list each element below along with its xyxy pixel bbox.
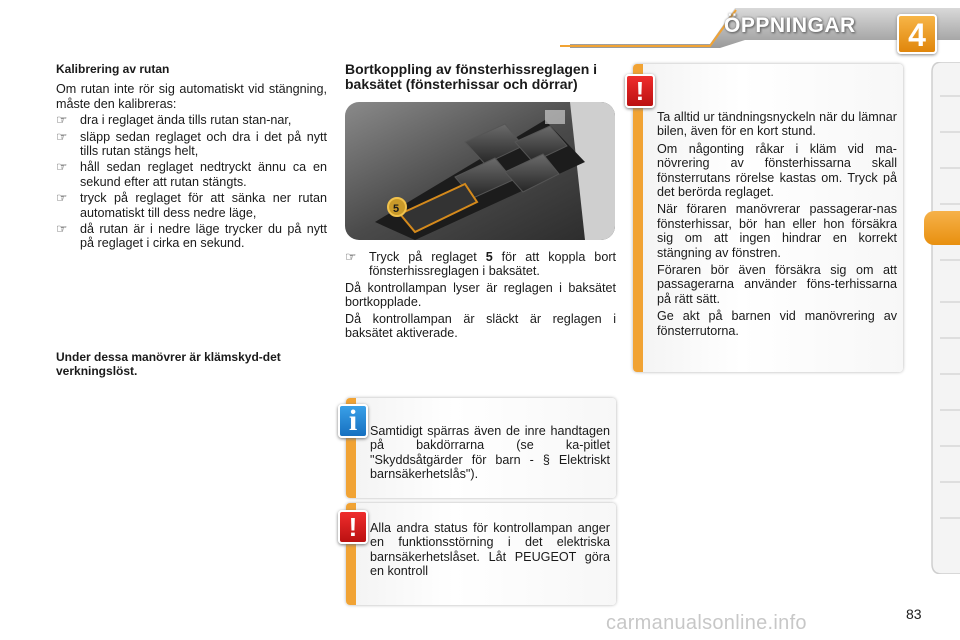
safety-warning-paragraph: Ge akt på barnen vid manövrering av fönsterrutorna. — [657, 309, 897, 338]
anti-pinch-warning-note: Under dessa manövrer är klämskyd-det verkningslöst. — [56, 350, 281, 378]
warning-exclamation-icon: ! — [625, 74, 655, 108]
box-accent-strip — [633, 64, 643, 372]
hand-pointer-icon: ☞ — [56, 222, 68, 237]
instruction-text-before: Tryck på reglaget — [369, 250, 477, 264]
page-number: 83 — [906, 606, 922, 622]
chapter-title: ÖPPNINGAR — [724, 14, 856, 37]
hand-pointer-icon: ☞ — [345, 250, 357, 264]
rear-control-disable-section — [345, 62, 616, 342]
malfunction-warning-text: Alla andra status för kontrollampan anger en funktionsstörning i det elektriska barnsäkerhetslåset. Låt PEUGEOT göra en kontroll — [370, 521, 610, 579]
calibration-step — [56, 130, 327, 159]
calibration-step-text: dra i reglaget ända tills rutan stan-nar, — [80, 113, 292, 128]
instruction-text-after: för att koppla bort fönsterhissreglagen i baksätet. — [369, 250, 617, 279]
safety-warning-paragraph: Om någonting råkar i kläm vid ma-növrering av fönsterhissarna skall fönsterrutans rörelse kastas om. Tryck på det berörda reglaget. — [657, 141, 897, 200]
rear-control-heading: Bortkoppling av fönsterhissreglagen i baksätet (fönsterhissar och dörrar) — [345, 61, 598, 92]
calibration-intro: Om rutan inte rör sig automatiskt vid stängning, måste den kalibreras: — [56, 82, 327, 111]
instruction-control-number: 5 — [485, 250, 493, 264]
chapter-tabs — [926, 62, 960, 574]
hand-pointer-icon: ☞ — [56, 129, 68, 144]
info-text: Samtidigt spärras även de inre handtagen på bakdörrarna (se ka-pitlet "Skyddsåtgärder för barn - § Elektriskt barnsäkerhetslås"). — [370, 424, 610, 482]
safety-warning-paragraph: Föraren bör även försäkra sig om att passagerarna använder föns-terhissarna på rätt sätt. — [657, 263, 897, 306]
watermark: carmanualsonline.info — [606, 612, 807, 634]
window-switch-panel-photo — [345, 102, 615, 240]
info-box — [346, 398, 616, 498]
calibration-step — [56, 113, 327, 127]
safety-warning-box — [633, 64, 903, 372]
calibration-step — [56, 222, 327, 251]
calibration-step — [56, 191, 327, 220]
hand-pointer-icon: ☞ — [56, 160, 68, 175]
rear-control-instruction — [345, 250, 616, 279]
chapter-number-badge: 4 — [897, 14, 937, 54]
calibration-step-text: då rutan är i nedre läge trycker du på nytt på reglaget i cirka en sekund. — [80, 222, 327, 251]
safety-warning-paragraph: När föraren manövrerar passagerar-nas fönsterhissar, bör han eller hon försäkra sig om att ingen hindrar en korrekt stängning av fönstren. — [657, 202, 897, 260]
warning-exclamation-icon: ! — [338, 510, 368, 544]
indicator-on-text: Då kontrollampan lyser är reglagen i baksätet bortkopplade. — [345, 280, 616, 310]
calibration-step-text: släpp sedan reglaget och dra i det på nytt tills rutan stängs helt, — [80, 129, 327, 159]
control-number-label: 5 — [393, 203, 400, 215]
calibration-step-text: tryck på reglaget för att sänka ner rutan automatiskt till dess nedre läge, — [80, 191, 327, 220]
active-chapter-tab[interactable] — [924, 211, 960, 245]
hand-pointer-icon: ☞ — [56, 113, 68, 128]
calibration-step — [56, 160, 327, 189]
calibration-section — [56, 62, 327, 253]
indicator-off-text: Då kontrollampan är släckt är reglagen i baksätet aktiverade. — [345, 311, 616, 341]
hand-pointer-icon: ☞ — [56, 191, 68, 206]
safety-warning-text — [657, 110, 897, 341]
malfunction-warning-box — [346, 503, 616, 605]
info-icon: i — [338, 404, 368, 438]
safety-warning-paragraph: Ta alltid ur tändningsnyckeln när du lämnar bilen, även för en kort stund. — [657, 110, 897, 139]
calibration-heading: Kalibrering av rutan — [56, 62, 170, 76]
calibration-step-text: håll sedan reglaget nedtryckt ännu ca en sekund efter att rutan stängts. — [80, 160, 327, 189]
